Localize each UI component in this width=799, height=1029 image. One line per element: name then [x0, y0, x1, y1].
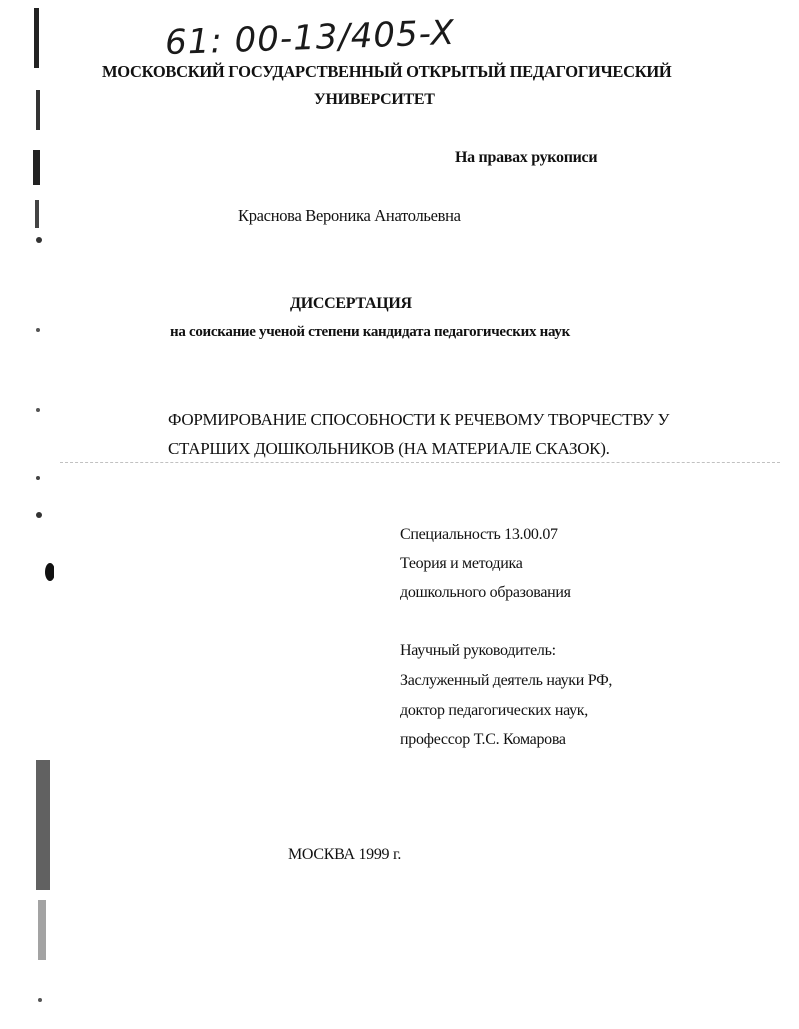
specialty-name-2: дошкольного образования	[400, 584, 571, 601]
place-year: МОСКВА 1999 г.	[288, 846, 402, 863]
supervisor-heading: Научный руководитель:	[400, 642, 556, 659]
manuscript-rights: На правах рукописи	[455, 149, 598, 166]
scan-edge-artifacts	[30, 0, 54, 1029]
supervisor-degree: доктор педагогических наук,	[400, 702, 588, 719]
specialty-name-1: Теория и методика	[400, 555, 523, 572]
thesis-title-line-1: ФОРМИРОВАНИЕ СПОСОБНОСТИ К РЕЧЕВОМУ ТВОРЧЕСТВУ У	[168, 410, 670, 429]
institution-line-1: МОСКОВСКИЙ ГОСУДАРСТВЕННЫЙ ОТКРЫТЫЙ ПЕДАГОГИЧЕСКИЙ	[102, 62, 672, 81]
specialty-code: Специальность 13.00.07	[400, 526, 558, 543]
thesis-title-line-2: СТАРШИХ ДОШКОЛЬНИКОВ (НА МАТЕРИАЛЕ СКАЗОК).	[168, 439, 610, 458]
author-name: Краснова Вероника Анатольевна	[238, 206, 461, 225]
doc-type-subtitle: на соискание ученой степени кандидата педагогических наук	[170, 324, 570, 340]
supervisor-honor: Заслуженный деятель науки РФ,	[400, 672, 613, 689]
archive-code-handwritten: 61: 00-13/405-X	[164, 12, 456, 64]
institution-line-2: УНИВЕРСИТЕТ	[314, 91, 435, 108]
doc-type-title: ДИССЕРТАЦИЯ	[290, 295, 412, 312]
supervisor-name: профессор Т.С. Комарова	[400, 731, 566, 748]
scan-fold-line	[60, 462, 780, 463]
